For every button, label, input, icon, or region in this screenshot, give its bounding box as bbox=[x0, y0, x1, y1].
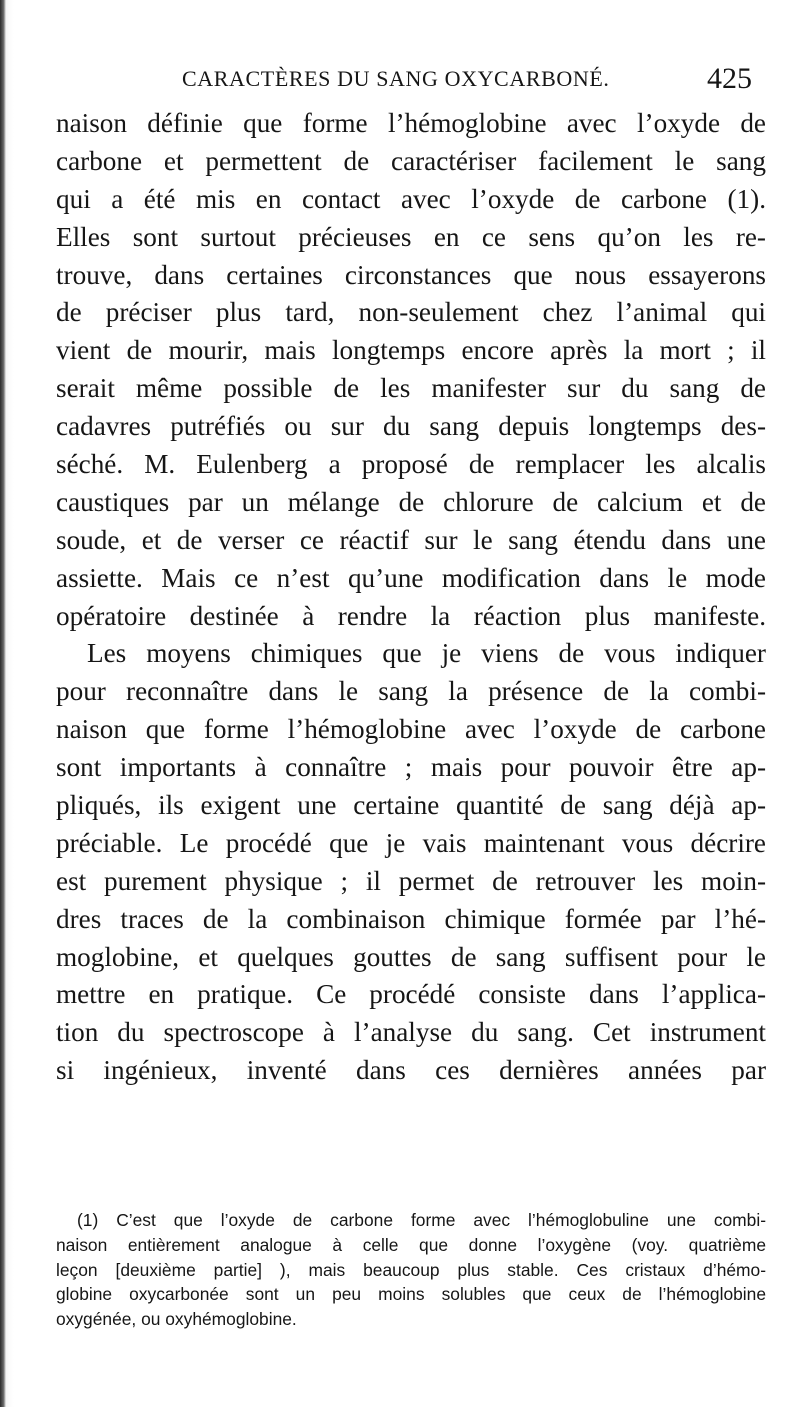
footnote bbox=[56, 1208, 766, 1332]
body-line: naison que forme l’hémoglobine avec l’oxyde de carbone bbox=[56, 714, 766, 745]
footnote-line: naison entièrement analogue à celle que donne l’oxygène (voy. quatrième bbox=[56, 1234, 766, 1255]
body-line: serait même possible de les manifester sur du sang de bbox=[56, 373, 766, 404]
page-number: 425 bbox=[707, 62, 752, 95]
body-line: qui a été mis en contact avec l’oxyde de carbone (1). bbox=[56, 183, 766, 214]
body-line: tion du spectroscope à l’analyse du sang. Cet instrument bbox=[56, 1017, 766, 1048]
footnote-line: oxygénée, ou oxyhémoglobine. bbox=[56, 1309, 297, 1330]
running-head-title: CARACTÈRES DU SANG OXYCARBONÉ. bbox=[182, 66, 610, 91]
body-line: vient de mourir, mais longtemps encore après la mort ; il bbox=[56, 335, 766, 366]
body-line: carbone et permettent de caractériser facilement le sang bbox=[56, 145, 766, 176]
body-line: cadavres putréfiés ou sur du sang depuis longtemps des- bbox=[56, 411, 766, 442]
footnote-line: globine oxycarbonée sont un peu moins solubles que ceux de l’hémoglobine bbox=[56, 1284, 766, 1305]
body-line: trouve, dans certaines circonstances que nous essayerons bbox=[56, 259, 766, 290]
body-line: pour reconnaître dans le sang la présence de la combi- bbox=[56, 676, 766, 707]
body-line: mettre en pratique. Ce procédé consiste dans l’applica- bbox=[56, 979, 766, 1010]
body-line: assiette. Mais ce n’est qu’une modification dans le mode bbox=[56, 562, 766, 593]
body-line: caustiques par un mélange de chlorure de calcium et de bbox=[56, 486, 766, 517]
body-text bbox=[56, 105, 766, 1090]
body-line: naison définie que forme l’hémoglobine avec l’oxyde de bbox=[56, 108, 766, 138]
body-line: pliqués, ils exigent une certaine quantité de sang déjà ap- bbox=[56, 790, 766, 821]
body-line: dres traces de la combinaison chimique formée par l’hé- bbox=[56, 903, 766, 934]
body-line: moglobine, et quelques gouttes de sang suffisent pour le bbox=[56, 941, 766, 972]
body-line: Les moyens chimiques que je viens de vous indiquer bbox=[87, 638, 766, 669]
running-head bbox=[0, 62, 800, 98]
footnote-line: (1) C’est que l’oxyde de carbone forme avec l’hémoglobuline une combi- bbox=[77, 1210, 766, 1230]
body-line: soude, et de verser ce réactif sur le sang étendu dans une bbox=[56, 524, 766, 555]
body-line: est purement physique ; il permet de retrouver les moin- bbox=[56, 865, 766, 896]
body-line: opératoire destinée à rendre la réaction plus manifeste. bbox=[56, 600, 766, 631]
body-line: Elles sont surtout précieuses en ce sens qu’on les re- bbox=[56, 221, 766, 252]
body-line: séché. M. Eulenberg a proposé de remplacer les alcalis bbox=[56, 449, 766, 480]
body-line: de préciser plus tard, non-seulement chez l’animal qui bbox=[56, 297, 766, 328]
body-line: si ingénieux, inventé dans ces dernières années par bbox=[56, 1055, 766, 1086]
footnote-line: leçon [deuxième partie] ), mais beaucoup plus stable. Ces cristaux d’hémo- bbox=[56, 1259, 766, 1280]
page-binding-edge bbox=[0, 0, 6, 1407]
body-line: sont importants à connaître ; mais pour pouvoir être ap- bbox=[56, 752, 766, 783]
body-line: préciable. Le procédé que je vais maintenant vous décrire bbox=[56, 827, 766, 858]
